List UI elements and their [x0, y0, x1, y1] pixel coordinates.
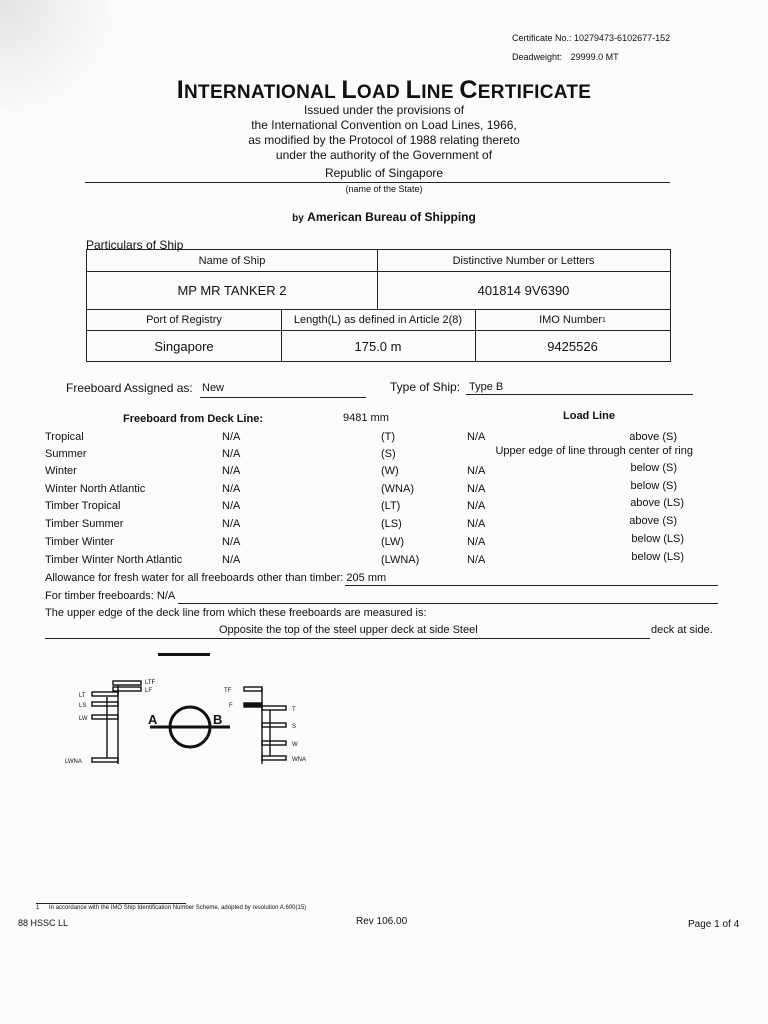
diagram-label-a: A [148, 712, 158, 727]
row-code: (LS) [381, 518, 402, 530]
row-freeboard: N/A [222, 518, 241, 530]
row-name: Winter [45, 465, 77, 477]
imo-label-text: IMO Number [539, 314, 603, 326]
t-mark [262, 706, 286, 710]
footnote-rule [36, 903, 186, 904]
row-freeboard: N/A [222, 500, 241, 512]
row-load-line: N/A [467, 518, 486, 530]
deck-line-value: Opposite the top of the steel upper deck at side Steel [219, 624, 478, 636]
diagram-label-lwna: LWNA [65, 759, 82, 765]
row-code: (W) [381, 465, 399, 477]
diagram-label-b: B [213, 712, 223, 727]
diagram-label-ltf: LTF [145, 680, 156, 686]
fresh-water-underline [345, 585, 718, 586]
row-load-line: N/A [467, 431, 486, 443]
lf-mark [113, 687, 141, 691]
issued-line-1: Issued under the provisions of [303, 103, 465, 117]
form-code: 88 HSSC LL [18, 918, 69, 928]
row-freeboard: N/A [222, 536, 241, 548]
row-name: Timber Winter [45, 536, 114, 548]
title-rest-3: INE [421, 82, 454, 103]
freeboard-assigned-underline [200, 397, 366, 398]
title-cap-1: I [176, 76, 185, 104]
state-caption: (name of the State) [345, 184, 423, 194]
name-of-ship-value: MP MR TANKER 2 [177, 283, 287, 298]
deadweight-value: 29999.0 MT [570, 52, 619, 62]
lw-mark [92, 715, 118, 719]
row-reference: Upper edge of line through center of ring [495, 445, 693, 457]
row-name: Timber Summer [45, 518, 124, 530]
imo-number-value: 9425526 [547, 338, 598, 354]
freeboard-assigned-value: New [202, 382, 225, 394]
lwna-mark [92, 758, 118, 762]
row-code: (LWNA) [381, 554, 420, 566]
type-of-ship-label: Type of Ship: [390, 380, 461, 394]
row-freeboard: N/A [222, 431, 241, 443]
diagram-label-tf: TF [224, 688, 232, 694]
fresh-water-allowance: Allowance for fresh water for all freeboards other than timber: 205 mm [45, 572, 387, 584]
issuer [0, 210, 768, 224]
row-load-line: N/A [467, 465, 486, 477]
diagram-label-lw: LW [79, 716, 88, 722]
title-cap-4: C [459, 76, 478, 104]
title-cap-3: L [405, 76, 422, 104]
type-of-ship-value: Type B [469, 381, 504, 393]
row-load-line: N/A [467, 500, 486, 512]
deck-line-freeboard-value: 9481 mm [343, 412, 389, 424]
state-underline [85, 182, 670, 183]
diagram-label-lt: LT [79, 693, 86, 699]
row-load-line: N/A [467, 554, 486, 566]
port-of-registry-value: Singapore [154, 338, 214, 354]
row-freeboard: N/A [222, 483, 241, 495]
deck-line-suffix: deck at side. [651, 624, 713, 636]
row-reference: below (LS) [631, 533, 684, 545]
ls-mark [92, 702, 118, 706]
row-reference: above (LS) [630, 497, 684, 509]
row-load-line: N/A [467, 483, 486, 495]
deadweight-label: Deadweight: [512, 52, 563, 62]
page-number: Page 1 of 4 [688, 919, 740, 930]
row-name: Tropical [45, 431, 84, 443]
row-code: (S) [381, 448, 396, 460]
diagram-label-ls: LS [79, 703, 87, 709]
distinctive-value: 401814 9V6390 [477, 283, 570, 298]
row-name: Timber Tropical [45, 500, 121, 512]
diagram-label-t: T [292, 707, 296, 713]
diagram-label-w: W [292, 742, 298, 748]
row-reference: below (S) [630, 480, 677, 492]
wna-mark [262, 756, 286, 760]
issued-line-2: the International Convention on Load Lines, 1966, [251, 118, 517, 132]
type-of-ship-underline [466, 394, 693, 395]
load-line-heading: Load Line [563, 410, 615, 422]
row-name: Winter North Atlantic [45, 483, 146, 495]
issued-line-4: under the authority of the Government of [275, 148, 493, 162]
row-freeboard: N/A [222, 554, 241, 566]
state-name: Republic of Singapore [324, 166, 444, 180]
diagram-label-wna: WNA [292, 757, 306, 763]
deck-line-underline [45, 638, 650, 639]
ltf-mark [113, 681, 141, 685]
distinctive-label: Distinctive Number or Letters [452, 254, 595, 267]
timber-underline [178, 603, 718, 604]
deck-line-intro: The upper edge of the deck line from which these freeboards are measured is: [45, 607, 427, 619]
port-of-registry-label: Port of Registry [146, 314, 222, 326]
issuer-by: by [292, 213, 304, 224]
length-value: 175.0 m [354, 338, 402, 354]
title-rest-2: OAD [356, 82, 401, 103]
deadweight [512, 52, 619, 62]
diagram-label-s: S [292, 724, 297, 730]
s-mark [262, 723, 286, 727]
w-mark [262, 741, 286, 745]
row-load-line: N/A [467, 536, 486, 548]
lt-mark [92, 692, 118, 696]
name-of-ship-label: Name of Ship [198, 254, 266, 267]
row-name: Summer [45, 448, 87, 460]
row-reference: below (LS) [631, 551, 684, 563]
footnote [36, 905, 306, 911]
title-rest-4: ERTIFICATE [477, 82, 592, 103]
title-cap-2: L [341, 76, 357, 104]
row-code: (WNA) [381, 483, 414, 495]
f-mark [244, 703, 262, 707]
row-freeboard: N/A [222, 448, 241, 460]
row-code: (T) [381, 431, 396, 443]
row-reference: below (S) [630, 462, 677, 474]
footnote-text: In accordance with the IMO Ship Identification Number Scheme, adopted by resolution A.600(15) [49, 905, 307, 911]
revision: Rev 106.00 [356, 916, 408, 927]
load-line-mark-diagram [55, 648, 325, 776]
freeboard-heading: Freeboard from Deck Line: [123, 413, 263, 425]
certificate-title [0, 76, 768, 105]
freeboard-assigned-label: Freeboard Assigned as: [66, 381, 193, 395]
row-code: (LT) [381, 500, 401, 512]
timber-freeboards: For timber freeboards: N/A [45, 590, 176, 602]
particulars-table [86, 249, 671, 362]
particulars-heading: Particulars of Ship [86, 238, 184, 252]
row-freeboard: N/A [222, 465, 241, 477]
row-reference: above (S) [629, 431, 677, 443]
title-rest-1: NTERNATIONAL [184, 82, 336, 103]
issuer-name: American Bureau of Shipping [307, 210, 476, 224]
diagram-label-lf: LF [145, 688, 153, 694]
imo-footnote-mark: 1 [602, 316, 606, 324]
imo-number-label [475, 310, 670, 330]
issued-line-3: as modified by the Protocol of 1988 relating thereto [248, 133, 520, 147]
length-label: Length(L) as defined in Article 2(8) [293, 314, 463, 326]
footnote-number: 1 [36, 905, 40, 911]
row-reference: above (S) [629, 515, 677, 527]
row-name: Timber Winter North Atlantic [45, 554, 183, 566]
row-code: (LW) [381, 536, 405, 548]
deck-line-mark [158, 653, 210, 656]
tf-mark [244, 687, 262, 691]
certificate-number: Certificate No.: 10279473-6102677-152 [512, 33, 671, 43]
diagram-label-f: F [229, 703, 233, 709]
freeboard-row-timber-winter-north-atlantic [0, 551, 768, 572]
